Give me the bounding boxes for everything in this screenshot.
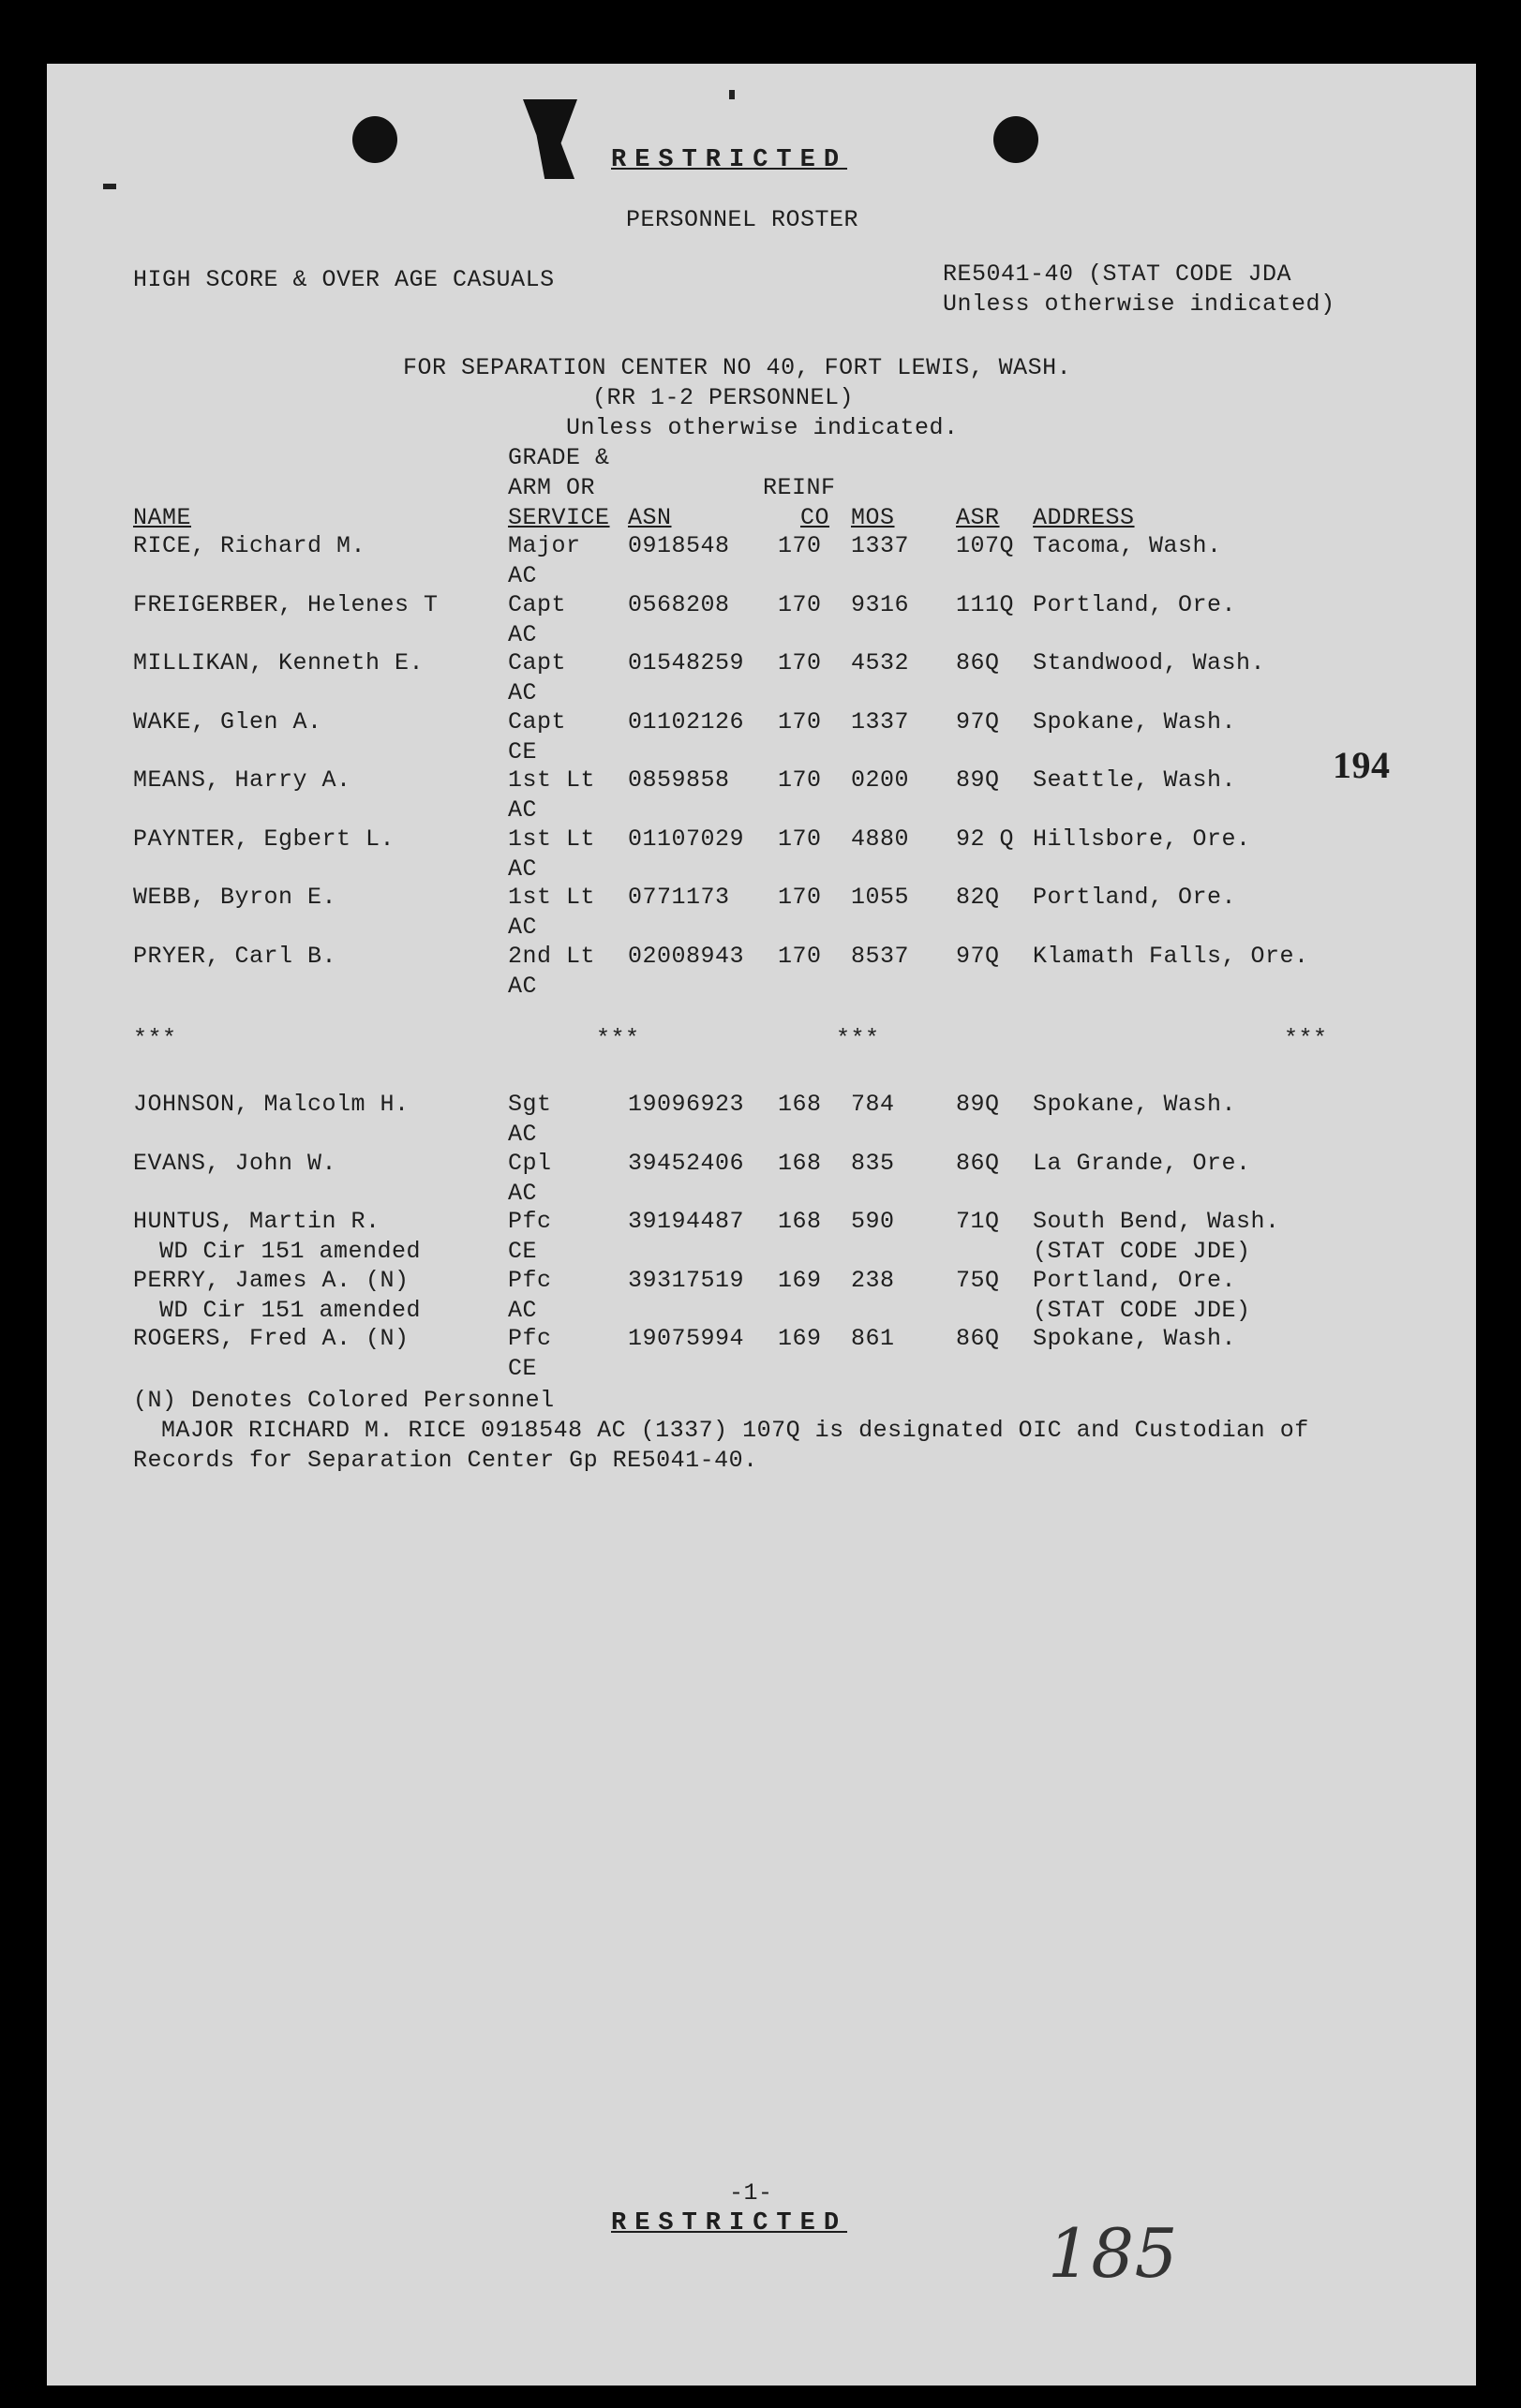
enlisted-grade: Pfc	[508, 1325, 552, 1352]
enlisted-grade: Pfc	[508, 1266, 552, 1294]
enlisted-asn: 19096923	[628, 1091, 745, 1118]
officer-arm: AC	[508, 562, 538, 589]
footnote-colored: (N) Denotes Colored Personnel	[133, 1387, 555, 1414]
officer-address: Spokane, Wash.	[1033, 707, 1237, 736]
officer-address: Portland, Ore.	[1033, 590, 1237, 618]
officer-address: Tacoma, Wash.	[1033, 532, 1222, 559]
officer-name: WAKE, Glen A.	[133, 707, 322, 736]
column-header-arm: ARM OR	[508, 474, 596, 501]
enlisted-asn: 39452406	[628, 1149, 745, 1177]
group-code-note: Unless otherwise indicated)	[943, 290, 1335, 318]
enlisted-reinf-co: 168	[778, 1208, 822, 1235]
enlisted-asr: 75Q	[956, 1266, 1000, 1294]
enlisted-asr: 71Q	[956, 1208, 1000, 1235]
officer-address: Hillsbore, Ore.	[1033, 825, 1251, 853]
personnel-type: (RR 1-2 PERSONNEL)	[592, 384, 855, 411]
enlisted-name: HUNTUS, Martin R.	[133, 1208, 380, 1235]
enlisted-asn: 19075994	[628, 1325, 745, 1352]
officer-reinf-co: 170	[778, 942, 822, 970]
column-header-co: CO	[800, 504, 830, 531]
officer-name: RICE, Richard M.	[133, 532, 366, 559]
officer-asr: 97Q	[956, 707, 1000, 736]
officer-asr: 97Q	[956, 942, 1000, 970]
officer-arm: CE	[508, 737, 538, 766]
enlisted-arm: CE	[508, 1355, 538, 1382]
handwritten-number: 185	[1048, 2214, 1178, 2293]
officer-asn: 01107029	[628, 825, 745, 853]
officer-asr: 89Q	[956, 766, 1000, 794]
officer-reinf-co: 170	[778, 532, 822, 559]
officer-mos: 1337	[851, 532, 910, 559]
officer-grade: 1st Lt	[508, 825, 596, 853]
enlisted-arm: AC	[508, 1296, 538, 1324]
enlisted-name: EVANS, John W.	[133, 1149, 337, 1177]
enlisted-arm: AC	[508, 1179, 538, 1207]
separation-center: FOR SEPARATION CENTER NO 40, FORT LEWIS, WASH.	[403, 354, 1072, 381]
separator: ***	[596, 1025, 640, 1052]
officer-name: FREIGERBER, Helenes T	[133, 590, 439, 618]
officer-address: Klamath Falls, Ore.	[1033, 942, 1309, 970]
enlisted-address: Spokane, Wash.	[1033, 1091, 1237, 1118]
officer-address: Portland, Ore.	[1033, 884, 1237, 911]
designation-note: MAJOR RICHARD M. RICE 0918548 AC (1337) 107Q is designated OIC and Custodian of	[161, 1417, 1309, 1444]
enlisted-address: Portland, Ore.	[1033, 1266, 1237, 1294]
separator: ***	[133, 1025, 177, 1052]
officer-asn: 01102126	[628, 707, 745, 736]
officer-mos: 4532	[851, 649, 910, 676]
enlisted-grade: Pfc	[508, 1208, 552, 1235]
ink-speck	[729, 90, 735, 99]
unless-note: Unless otherwise indicated.	[566, 414, 959, 441]
officer-grade: 1st Lt	[508, 766, 596, 794]
officer-mos: 1055	[851, 884, 910, 911]
enlisted-mos: 238	[851, 1266, 895, 1294]
enlisted-address: Spokane, Wash.	[1033, 1325, 1237, 1352]
column-header-asr: ASR	[956, 504, 1000, 531]
column-header-address: ADDRESS	[1033, 504, 1135, 531]
column-header-mos: MOS	[851, 504, 895, 531]
enlisted-address: South Bend, Wash.	[1033, 1208, 1280, 1235]
torn-edge	[523, 99, 577, 179]
enlisted-mos: 861	[851, 1325, 895, 1352]
officer-address: Standwood, Wash.	[1033, 649, 1266, 676]
officer-reinf-co: 170	[778, 825, 822, 853]
enlisted-arm: CE	[508, 1238, 538, 1265]
enlisted-name: PERRY, James A. (N)	[133, 1266, 410, 1294]
officer-arm: AC	[508, 914, 538, 941]
officer-asn: 0568208	[628, 590, 730, 618]
enlisted-asr: 89Q	[956, 1091, 1000, 1118]
officer-name: MEANS, Harry A.	[133, 766, 351, 794]
officer-reinf-co: 170	[778, 766, 822, 794]
enlisted-note: WD Cir 151 amended	[159, 1296, 422, 1324]
enlisted-arm: AC	[508, 1121, 538, 1148]
punch-hole	[993, 116, 1038, 163]
officer-arm: AC	[508, 796, 538, 824]
column-header-service: SERVICE	[508, 504, 610, 531]
restricted-header: RESTRICTED	[611, 146, 848, 174]
officer-mos: 9316	[851, 590, 910, 618]
officer-name: PAYNTER, Egbert L.	[133, 825, 395, 853]
enlisted-reinf-co: 169	[778, 1325, 822, 1352]
officer-reinf-co: 170	[778, 707, 822, 736]
officer-grade: Capt	[508, 707, 567, 736]
officer-reinf-co: 170	[778, 590, 822, 618]
officer-mos: 8537	[851, 942, 910, 970]
ink-speck	[103, 184, 116, 189]
enlisted-grade: Sgt	[508, 1091, 552, 1118]
document-page	[47, 64, 1476, 2386]
enlisted-mos: 835	[851, 1149, 895, 1177]
officer-asr: 86Q	[956, 649, 1000, 676]
officer-grade: Capt	[508, 590, 567, 618]
enlisted-address: La Grande, Ore.	[1033, 1149, 1251, 1177]
separator: ***	[1284, 1025, 1328, 1052]
enlisted-stat-code: (STAT CODE JDE)	[1033, 1238, 1251, 1265]
officer-asr: 82Q	[956, 884, 1000, 911]
officer-name: PRYER, Carl B.	[133, 942, 337, 970]
enlisted-asr: 86Q	[956, 1149, 1000, 1177]
page-number: -1-	[729, 2179, 773, 2207]
enlisted-grade: Cpl	[508, 1149, 552, 1177]
column-header-grade: GRADE &	[508, 444, 610, 471]
separator: ***	[836, 1025, 880, 1052]
enlisted-stat-code: (STAT CODE JDE)	[1033, 1296, 1251, 1324]
officer-asr: 107Q	[956, 532, 1015, 559]
officer-grade: Major	[508, 532, 581, 559]
enlisted-mos: 784	[851, 1091, 895, 1118]
enlisted-asn: 39194487	[628, 1208, 745, 1235]
officer-address: Seattle, Wash.	[1033, 766, 1237, 794]
officer-asn: 0859858	[628, 766, 730, 794]
officer-asr: 92 Q	[956, 825, 1015, 853]
enlisted-note: WD Cir 151 amended	[159, 1238, 422, 1265]
officer-arm: AC	[508, 972, 538, 1000]
enlisted-name: JOHNSON, Malcolm H.	[133, 1091, 410, 1118]
stamped-number: 194	[1333, 744, 1391, 786]
officer-grade: Capt	[508, 649, 567, 676]
officer-mos: 1337	[851, 707, 910, 736]
officer-reinf-co: 170	[778, 649, 822, 676]
enlisted-reinf-co: 169	[778, 1266, 822, 1294]
officer-asn: 01548259	[628, 649, 745, 676]
officer-reinf-co: 170	[778, 884, 822, 911]
officer-grade: 1st Lt	[508, 884, 596, 911]
restricted-footer: RESTRICTED	[611, 2209, 848, 2237]
punch-hole	[352, 116, 397, 163]
officer-mos: 0200	[851, 766, 910, 794]
officer-grade: 2nd Lt	[508, 942, 596, 970]
officer-name: MILLIKAN, Kenneth E.	[133, 649, 425, 676]
officer-asn: 0918548	[628, 532, 730, 559]
officer-arm: AC	[508, 679, 538, 706]
officer-name: WEBB, Byron E.	[133, 884, 337, 911]
column-header-asn: ASN	[628, 504, 672, 531]
enlisted-reinf-co: 168	[778, 1149, 822, 1177]
officer-mos: 4880	[851, 825, 910, 853]
enlisted-mos: 590	[851, 1208, 895, 1235]
enlisted-name: ROGERS, Fred A. (N)	[133, 1325, 410, 1352]
enlisted-asn: 39317519	[628, 1266, 745, 1294]
document-title: PERSONNEL ROSTER	[626, 206, 859, 233]
column-header-reinf: REINF	[763, 474, 836, 501]
officer-arm: AC	[508, 620, 538, 648]
officer-arm: AC	[508, 855, 538, 883]
group-code: RE5041-40 (STAT CODE JDA	[943, 260, 1292, 288]
officer-asr: 111Q	[956, 590, 1015, 618]
column-header-name: NAME	[133, 504, 192, 531]
officer-asn: 0771173	[628, 884, 730, 911]
unit-heading: HIGH SCORE & OVER AGE CASUALS	[133, 266, 555, 293]
enlisted-reinf-co: 168	[778, 1091, 822, 1118]
enlisted-asr: 86Q	[956, 1325, 1000, 1352]
designation-note-cont: Records for Separation Center Gp RE5041-40.	[133, 1447, 758, 1474]
officer-asn: 02008943	[628, 942, 745, 970]
